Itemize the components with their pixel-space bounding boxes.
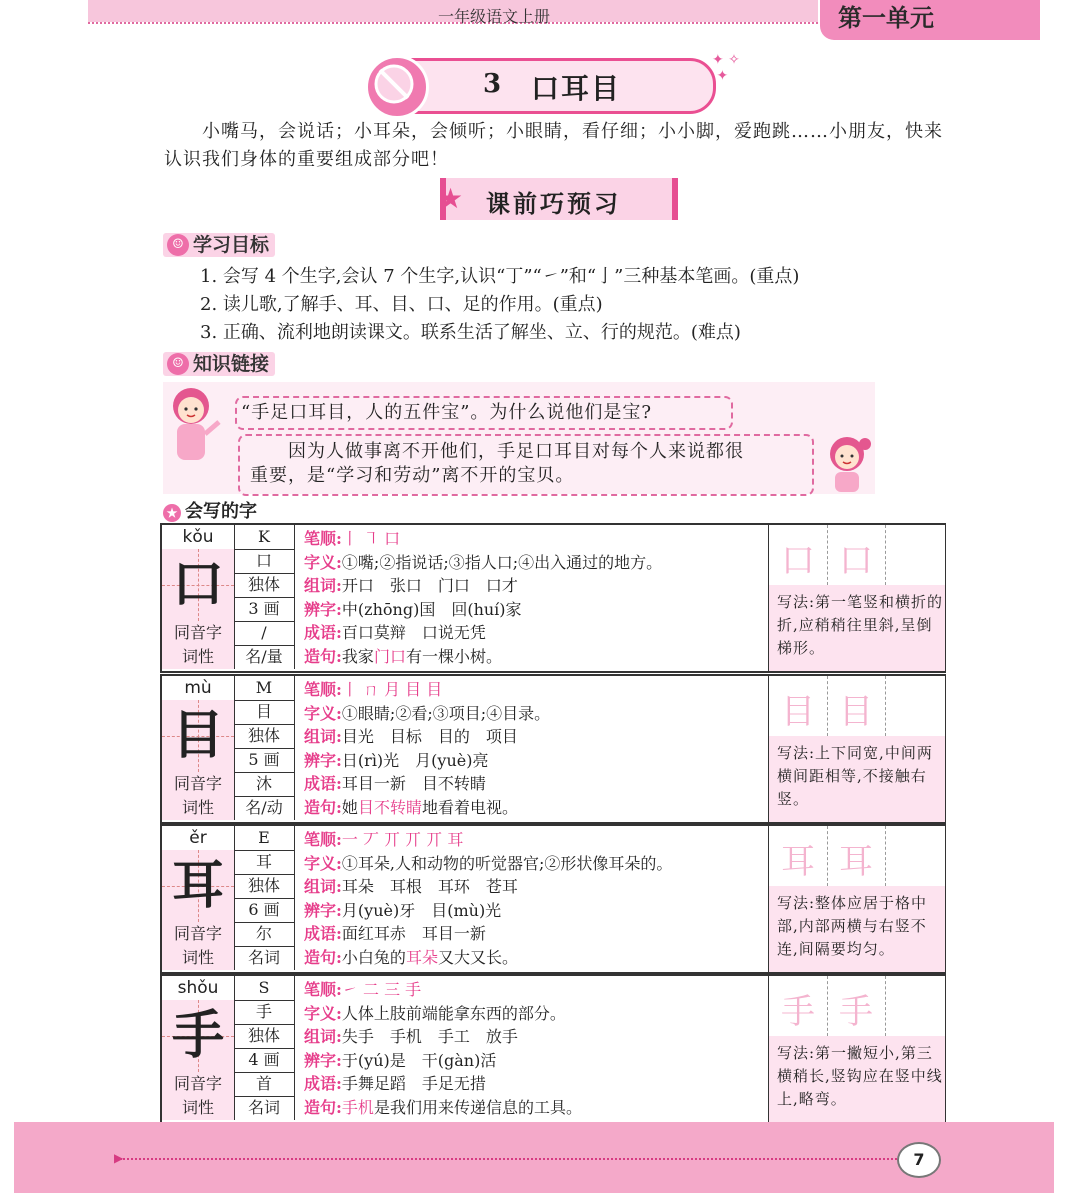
- distinguish: 月(yuè)牙 目(mù)光: [341, 900, 502, 920]
- goal-item: 1. 会写 4 个生字,会认 7 个生字,认识“丁”“㇀”和“亅”三种基本笔画。(重点): [200, 266, 800, 287]
- words-row: [304, 725, 774, 749]
- mascot-icon: ☺: [167, 234, 189, 256]
- sentence-highlight: 门口: [373, 646, 406, 666]
- stroke-order: ㇀ 二 三 手: [341, 980, 422, 999]
- sentence-part: 我家: [341, 646, 374, 666]
- distinguish-row: [304, 1049, 774, 1073]
- idiom: 面红耳赤 耳目一新: [341, 924, 486, 943]
- pos-label: 词性: [162, 946, 235, 970]
- question-bubble: “手足口耳目，人的五件宝”。为什么说他们是宝?: [235, 396, 733, 430]
- trace-character: 手: [839, 992, 873, 1032]
- arrow-icon: ▶: [114, 1151, 124, 1165]
- stroke-order-label: 笔顺:: [304, 830, 342, 849]
- radical: 目: [234, 700, 295, 725]
- stroke-count: 4 画: [234, 1048, 295, 1073]
- knowledge-tag: [163, 352, 275, 376]
- idiom-row: [304, 922, 774, 946]
- distinguish-label: 辨字:: [304, 1050, 342, 1070]
- idiom-label: 成语:: [304, 924, 342, 943]
- meaning: 人体上肢前端能拿东西的部分。: [341, 1003, 566, 1023]
- practice-area: [768, 525, 945, 671]
- page-header: [88, 0, 1040, 40]
- character: 目: [171, 705, 224, 766]
- stroke-order-label: 笔顺:: [304, 529, 342, 548]
- homophone: 尔: [234, 922, 295, 947]
- initial-letter: E: [234, 826, 295, 851]
- sentence-part: 小白兔的: [341, 947, 406, 967]
- words: 失手 手机 手工 放手: [341, 1027, 518, 1046]
- girl-teacher-icon: [163, 384, 223, 466]
- character-details: [304, 978, 774, 1119]
- homophone-label: 同音字: [162, 1072, 235, 1097]
- star-icon: ★: [438, 182, 464, 215]
- idiom-row: [304, 621, 774, 645]
- preview-banner-label: 课前巧预习: [486, 189, 621, 218]
- lesson-title-box: [368, 58, 716, 114]
- meaning-row: [304, 551, 774, 575]
- character-details: [304, 828, 774, 969]
- answer-line: 重要，是“学习和劳动”离不开的宝贝。: [250, 465, 575, 486]
- trace-character: 耳: [781, 842, 815, 882]
- idiom-label: 成语:: [304, 774, 342, 793]
- blank-box: [885, 525, 943, 585]
- idiom-label: 成语:: [304, 623, 342, 642]
- stroke-order-row: [304, 978, 774, 1002]
- goals-label: 学习目标: [193, 234, 270, 256]
- trace-box: [769, 525, 828, 585]
- knowledge-label: 知识链接: [193, 353, 270, 375]
- stroke-order: 一 丆 丌 丌 丌 耳: [341, 830, 464, 849]
- sentence-row: [304, 1096, 774, 1120]
- initial-letter: M: [234, 676, 295, 701]
- stroke-order: 丨 ㄇ 月 目 目: [341, 680, 443, 699]
- words-label: 组词:: [304, 576, 342, 595]
- pinyin: shǒu: [162, 976, 235, 1001]
- idiom-label: 成语:: [304, 1074, 342, 1093]
- sentence-highlight: 目不转睛: [357, 797, 422, 817]
- big-character: [162, 549, 235, 622]
- idiom-row: [304, 772, 774, 796]
- practice-area: [768, 826, 945, 972]
- character: 口: [171, 554, 224, 615]
- meaning-label: 字义:: [304, 703, 342, 723]
- distinguish-row: [304, 899, 774, 923]
- pinyin: mù: [162, 676, 235, 701]
- stroke-count: 3 画: [234, 597, 295, 622]
- distinguish: 中(zhōng)国 回(huí)家: [341, 599, 522, 619]
- practice-grid: [769, 976, 945, 1037]
- structure: 独体: [234, 1024, 295, 1049]
- goal-item: 2. 读儿歌,了解手、耳、目、口、足的作用。(重点): [200, 294, 603, 315]
- structure: 独体: [234, 724, 295, 749]
- character-details: [304, 678, 774, 819]
- pos-label: 词性: [162, 645, 235, 669]
- pinyin: ěr: [162, 826, 235, 851]
- homophone: /: [234, 621, 295, 646]
- practice-area: [768, 976, 945, 1122]
- big-character: [162, 1000, 235, 1073]
- meaning-row: [304, 1002, 774, 1026]
- homophone-label: 同音字: [162, 621, 235, 646]
- initial-letter: K: [234, 525, 295, 550]
- sentence-part: 她: [341, 797, 358, 817]
- trace-box: [827, 676, 886, 736]
- words-label: 组词:: [304, 877, 342, 896]
- answer-bubble: [238, 434, 814, 496]
- meaning-row: [304, 702, 774, 726]
- write-section-text: 会写的字: [185, 501, 257, 522]
- trace-character: 目: [839, 692, 873, 732]
- words: 耳朵 耳根 耳环 苍耳: [341, 877, 518, 896]
- initial-letter: S: [234, 976, 295, 1001]
- preview-banner: [440, 178, 678, 220]
- trace-box: [827, 826, 886, 886]
- mascot-icon: ☺: [167, 353, 189, 375]
- writing-tip: 写法:整体应居于格中部,内部两横与右竖不连,间隔要均匀。: [769, 886, 945, 972]
- words-label: 组词:: [304, 727, 342, 746]
- part-of-speech: 名词: [234, 1096, 295, 1120]
- sentence-label: 造句:: [304, 797, 342, 817]
- lesson-name: 口耳目: [531, 72, 622, 105]
- distinguish: 日(rì)光 月(yuè)亮: [341, 750, 489, 770]
- write-section-label: [163, 497, 257, 523]
- answer-line: 因为人做事离不开他们，手足口耳目对每个人来说都很: [288, 441, 744, 462]
- structure: 独体: [234, 874, 295, 899]
- radical: 耳: [234, 850, 295, 875]
- stroke-count: 6 画: [234, 898, 295, 923]
- trace-box: [827, 525, 886, 585]
- stroke-order-row: [304, 527, 774, 551]
- words-row: [304, 574, 774, 598]
- trace-box: [769, 676, 828, 736]
- blank-box: [885, 826, 943, 886]
- homophone-label: 同音字: [162, 922, 235, 947]
- page-footer: [14, 1122, 1054, 1193]
- practice-grid: [769, 676, 945, 737]
- meaning-label: 字义:: [304, 552, 342, 572]
- intro-paragraph: 小嘴马，会说话；小耳朵，会倾听；小眼睛，看仔细；小小脚，爱跑跳……小朋友，快来认识我们身体的重要组成部分吧！: [164, 121, 943, 170]
- character-card: [160, 674, 946, 824]
- meaning: ①耳朵,人和动物的听觉器官;②形状像耳朵的。: [341, 853, 673, 873]
- unit-title: 第一单元: [838, 4, 934, 32]
- homophone-label: 同音字: [162, 772, 235, 797]
- girl-student-icon: [823, 432, 873, 492]
- trace-character: 目: [781, 692, 815, 732]
- meaning-label: 字义:: [304, 853, 342, 873]
- trace-character: 口: [781, 541, 815, 581]
- words-label: 组词:: [304, 1027, 342, 1046]
- practice-grid: [769, 826, 945, 887]
- trace-box: [769, 826, 828, 886]
- trace-box: [769, 976, 828, 1036]
- stroke-count: 5 画: [234, 748, 295, 773]
- stroke-order-row: [304, 678, 774, 702]
- page-number: 7: [897, 1142, 941, 1178]
- meaning: ①眼睛;②看;③项目;④目录。: [341, 703, 551, 723]
- words-row: [304, 875, 774, 899]
- words: 开口 张口 门口 口才: [341, 576, 518, 595]
- part-of-speech: 名词: [234, 946, 295, 970]
- character: 手: [171, 1005, 224, 1066]
- character-card: [160, 824, 946, 974]
- distinguish-label: 辨字:: [304, 900, 342, 920]
- sentence-row: [304, 645, 774, 669]
- distinguish-row: [304, 749, 774, 773]
- sentence-label: 造句:: [304, 947, 342, 967]
- radical: 手: [234, 1000, 295, 1025]
- big-character: [162, 700, 235, 773]
- character-card: [160, 974, 946, 1124]
- sentence-part: 是我们用来传递信息的工具。: [373, 1097, 582, 1117]
- idiom-row: [304, 1072, 774, 1096]
- blank-box: [885, 976, 943, 1036]
- stroke-order-label: 笔顺:: [304, 680, 342, 699]
- trace-box: [827, 976, 886, 1036]
- stroke-order: 丨 ㇕ 口: [341, 529, 401, 548]
- character: 耳: [171, 855, 224, 916]
- sentence-highlight: 耳朵: [405, 947, 438, 967]
- part-of-speech: 名/动: [234, 796, 295, 820]
- pos-label: 词性: [162, 796, 235, 820]
- meaning: ①嘴;②指说话;③指人口;④出入通过的地方。: [341, 552, 663, 572]
- trace-character: 口: [839, 541, 873, 581]
- trace-character: 手: [781, 992, 815, 1032]
- practice-area: [768, 676, 945, 822]
- practice-grid: [769, 525, 945, 586]
- pos-label: 词性: [162, 1096, 235, 1120]
- sentence-highlight: 手机: [341, 1097, 374, 1117]
- structure: 独体: [234, 573, 295, 598]
- goals-tag: [163, 233, 275, 257]
- meaning-label: 字义:: [304, 1003, 342, 1023]
- idiom: 耳目一新 目不转睛: [341, 774, 486, 793]
- book-title: 一年级语文上册: [438, 7, 551, 26]
- meaning-row: [304, 852, 774, 876]
- sentence-row: [304, 796, 774, 820]
- character-details: [304, 527, 774, 668]
- words-row: [304, 1025, 774, 1049]
- sparkle-icon: ✦ ✧ ✦: [712, 52, 740, 84]
- sentence-part: 地看着电视。: [421, 797, 518, 817]
- pinyin: kǒu: [162, 525, 235, 550]
- big-character: [162, 850, 235, 923]
- distinguish-label: 辨字:: [304, 750, 342, 770]
- sentence-part: 有一棵小树。: [405, 646, 502, 666]
- words: 目光 目标 目的 项目: [341, 727, 518, 746]
- lesson-number: 3: [483, 69, 502, 99]
- sentence-part: 又大又长。: [437, 947, 518, 967]
- character-card: [160, 523, 946, 673]
- part-of-speech: 名/量: [234, 645, 295, 669]
- goals-list: [200, 263, 799, 347]
- knowledge-box: [163, 382, 875, 494]
- writing-tip: 写法:上下同宽,中间两横间距相等,不接触右竖。: [769, 736, 945, 822]
- idiom: 百口莫辩 口说无凭: [341, 623, 486, 642]
- homophone: 沐: [234, 772, 295, 797]
- sentence-row: [304, 946, 774, 970]
- distinguish-label: 辨字:: [304, 599, 342, 619]
- homophone: 首: [234, 1072, 295, 1097]
- footer-divider: [120, 1158, 904, 1160]
- star-icon: ★: [163, 504, 181, 522]
- trace-character: 耳: [839, 842, 873, 882]
- distinguish-row: [304, 598, 774, 622]
- radical: 口: [234, 549, 295, 574]
- sentence-label: 造句:: [304, 1097, 342, 1117]
- distinguish: 于(yú)是 干(gàn)活: [341, 1050, 497, 1070]
- writing-tip: 写法:第一笔竖和横折的折,应稍稍往里斜,呈倒梯形。: [769, 585, 945, 671]
- lesson-badge-icon: [365, 55, 429, 119]
- idiom: 手舞足蹈 手足无措: [341, 1074, 486, 1093]
- writing-tip: 写法:第一撇短小,第三横稍长,竖钩应在竖中线上,略弯。: [769, 1036, 945, 1122]
- blank-box: [885, 676, 943, 736]
- stroke-order-label: 笔顺:: [304, 980, 342, 999]
- sentence-label: 造句:: [304, 646, 342, 666]
- goal-item: 3. 正确、流利地朗读课文。联系生活了解坐、立、行的规范。(难点): [200, 322, 741, 343]
- stroke-order-row: [304, 828, 774, 852]
